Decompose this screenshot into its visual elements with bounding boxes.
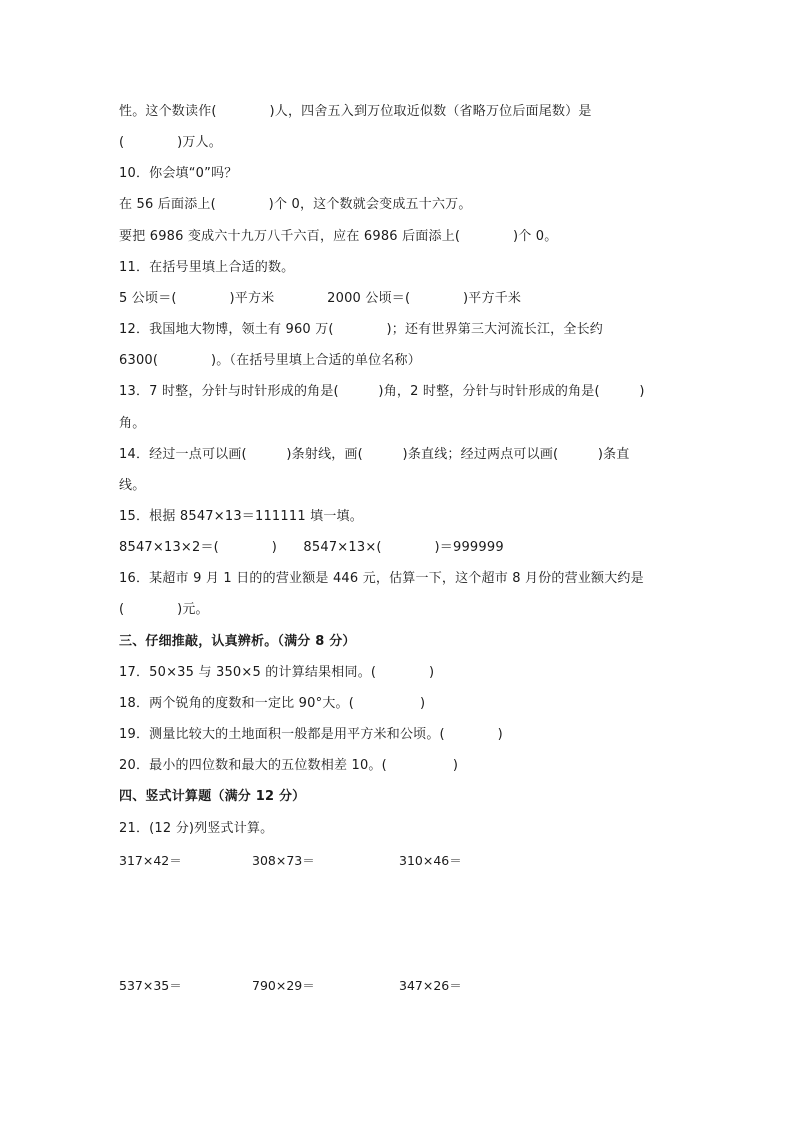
text-line: ( )万人。 bbox=[119, 135, 222, 150]
question-17: 17．50×35 与 350×5 的计算结果相同。( ) bbox=[119, 665, 435, 680]
calc-item: 310×46＝ bbox=[399, 853, 462, 868]
question-19: 19．测量比较大的土地面积一般都是用平方米和公顷。( ) bbox=[119, 727, 503, 742]
calc-item: 308×73＝ bbox=[252, 853, 315, 868]
text-line: 6300( )。（在括号里填上合适的单位名称） bbox=[119, 353, 421, 368]
section-4-heading: 四、竖式计算题（满分 12 分） bbox=[119, 789, 306, 804]
question-18: 18．两个锐角的度数和一定比 90°大。( ) bbox=[119, 696, 426, 711]
question-10: 10．你会填“0”吗？ bbox=[119, 166, 238, 181]
question-13: 13．7 时整，分针与时针形成的角是( )角，2 时整，分针与时针形成的角是( ) bbox=[119, 384, 645, 399]
calc-item: 347×26＝ bbox=[399, 978, 462, 993]
text-line: ( )元。 bbox=[119, 602, 209, 617]
question-20: 20．最小的四位数和最大的五位数相差 10。( ) bbox=[119, 758, 459, 773]
text-line: 角。 bbox=[119, 416, 146, 431]
text-line: 性。这个数读作( )人，四舍五入到万位取近似数（省略万位后面尾数）是 bbox=[119, 104, 592, 119]
question-15: 15．根据 8547×13＝111111 填一填。 bbox=[119, 509, 363, 524]
question-11: 11．在括号里填上合适的数。 bbox=[119, 260, 295, 275]
question-14: 14．经过一点可以画( )条射线，画( )条直线；经过两点可以画( )条直 bbox=[119, 447, 630, 462]
calc-item: 790×29＝ bbox=[252, 978, 315, 993]
calc-item: 317×42＝ bbox=[119, 853, 182, 868]
text-line: 在 56 后面添上( )个 0，这个数就会变成五十六万。 bbox=[119, 197, 472, 212]
question-16: 16．某超市 9 月 1 日的的营业额是 446 元，估算一下，这个超市 8 月份的营业额大约是 bbox=[119, 571, 644, 586]
text-line: 8547×13×2＝( ) 8547×13×( )＝999999 bbox=[119, 540, 504, 555]
text-line: 要把 6986 变成六十九万八千六百，应在 6986 后面添上( )个 0。 bbox=[119, 229, 558, 244]
text-line: 5 公顷＝( )平方米 2000 公顷＝( )平方千米 bbox=[119, 291, 522, 306]
question-12: 12．我国地大物博，领土有 960 万( )；还有世界第三大河流长江，全长约 bbox=[119, 322, 603, 337]
question-21: 21．(12 分)列竖式计算。 bbox=[119, 821, 274, 836]
text-line: 线。 bbox=[119, 478, 146, 493]
section-3-heading: 三、仔细推敲，认真辨析。（满分 8 分） bbox=[119, 634, 356, 649]
calc-item: 537×35＝ bbox=[119, 978, 182, 993]
